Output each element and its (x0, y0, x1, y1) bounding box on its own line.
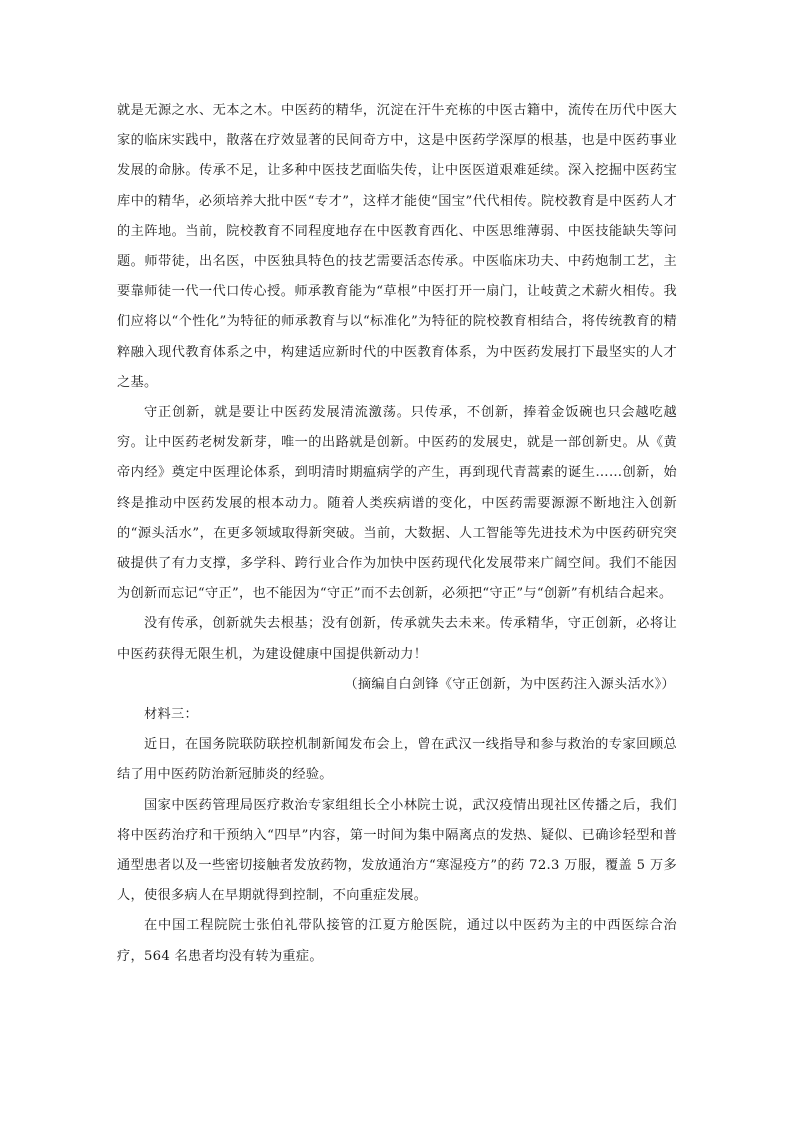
material-paragraph-3: 在中国工程院院士张伯礼带队接管的江夏方舱医院，通过以中医药为主的中西医综合治疗，564 名患者均没有转为重症。 (117, 918, 677, 964)
body-paragraph-1: 就是无源之水、无本之木。中医药的精华，沉淀在汗牛充栋的中医古籍中，流传在历代中医大家的临床实践中，散落在疗效显著的民间奇方中，这是中医药学深厚的根基，也是中医药事业发展的命脉。传承不足，让多种中医技艺面临失传，让中医医道艰难延续。深入挖掘中医药宝库中的精华，必须培养大批中医“专才”，这样才能使“国宝”代代相传。院校教育是中医药人才的主阵地。当前，院校教育不同程度地存在中医教育西化、中医思维薄弱、中医技能缺失等问题。师带徒，出名医，中医独具特色的技艺需要活态传承。中医临床功夫、中药炮制工艺，主要靠师徒一代一代口传心授。师承教育能为“草根”中医打开一扇门，让岐黄之术薪火相传。我们应将以“个性化”为特征的师承教育与以“标准化”为特征的院校教育相结合，将传统教育的精粹融入现代教育体系之中，构建适应新时代的中医教育体系，为中医药发展打下最坚实的人才之基。 (117, 103, 677, 390)
body-paragraph-3: 没有传承，创新就失去根基；没有创新，传承就失去未来。传承精华，守正创新，必将让中医药获得无限生机，为建设健康中国提供新动力！ (117, 616, 677, 662)
body-paragraph-2: 守正创新，就是要让中医药发展清流激荡。只传承，不创新，捧着金饭碗也只会越吃越穷。让中医药老树发新芽，唯一的出路就是创新。中医药的发展史，就是一部创新史。从《黄帝内经》奠定中医理论体系，到明清时期瘟病学的产生，再到现代青蒿素的诞生……创新，始终是推动中医药发展的根本动力。随着人类疾病谱的变化，中医药需要源源不断地注入创新的“源头活水”，在更多领域取得新突破。当前，大数据、人工智能等先进技术为中医药研究突破提供了有力支撑，多学科、跨行业合作为加快中医药现代化发展带来广阔空间。我们不能因为创新而忘记“守正”，也不能因为“守正”而不去创新，必须把“守正”与“创新”有机结合起来。 (117, 405, 677, 602)
material-heading: 材料三： (144, 707, 198, 723)
material-paragraph-2: 国家中医药管理局医疗救治专家组组长仝小林院士说，武汉疫情出现社区传播之后，我们将中医药治疗和干预纳入“四早”内容，第一时间为集中隔离点的发热、疑似、已确诊轻型和普通型患者以及一些密切接触者发放药物，发放通治方“寒湿疫方”的药 72.3 万服，覆盖 5 万多人，使很多病人在早期就得到控制，不向重症发展。 (117, 797, 677, 904)
material-paragraph-1: 近日，在国务院联防联控机制新闻发布会上，曾在武汉一线指导和参与救治的专家回顾总结了用中医药防治新冠肺炎的经验。 (117, 737, 677, 783)
document-page (117, 96, 677, 972)
source-citation: （摘编自白剑锋《守正创新，为中医药注入源头活水》） (344, 676, 675, 692)
